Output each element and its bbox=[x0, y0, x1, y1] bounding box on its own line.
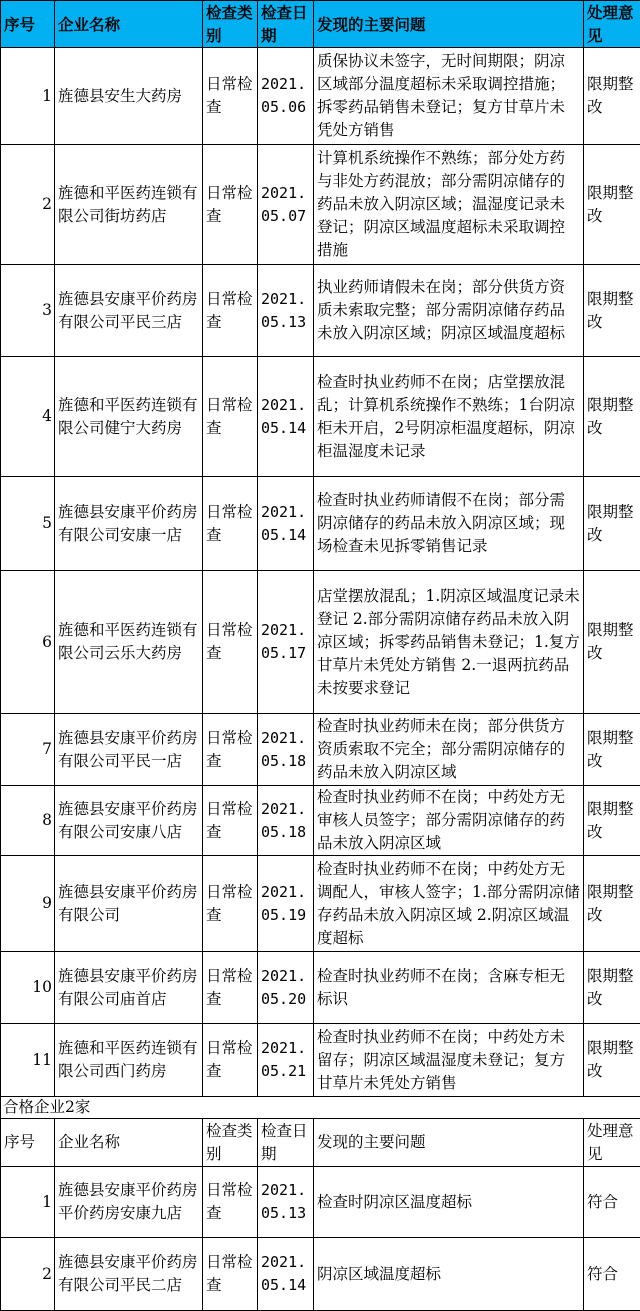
header-seq: 序号 bbox=[1, 1, 55, 48]
cell-action: 符合 bbox=[584, 1167, 640, 1238]
cell-issues: 阴凉区域温度超标 bbox=[314, 1238, 584, 1311]
cell-issues: 质保协议未签字，无时间期限；阴凉区域部分温度超标未采取调控措施；拆零药品销售未登记；复方甘草片未凭处方销售 bbox=[314, 48, 584, 145]
cell-seq: 1 bbox=[1, 1167, 55, 1238]
qualified-enterprises-table bbox=[0, 1118, 640, 1311]
cell-date: 2021.05.14 bbox=[258, 1238, 314, 1311]
cell-company: 旌德县安康平价药房有限公司平民一店 bbox=[55, 714, 203, 786]
cell-date: 2021.05.07 bbox=[258, 145, 314, 265]
header-date: 检查日期 bbox=[258, 1, 314, 48]
table-row bbox=[1, 265, 640, 357]
cell-type: 日常检查 bbox=[203, 1238, 258, 1311]
table-row bbox=[1, 1024, 640, 1097]
table-row bbox=[1, 714, 640, 786]
qualified-count-note: 合格企业2家 bbox=[0, 1097, 640, 1118]
cell-type: 日常检查 bbox=[203, 1167, 258, 1238]
table-header-row bbox=[1, 1, 640, 48]
cell-type: 日常检查 bbox=[203, 786, 258, 856]
table-row bbox=[1, 856, 640, 952]
cell-date: 2021.05.13 bbox=[258, 265, 314, 357]
cell-company: 旌德和平医药连锁有限公司云乐大药房 bbox=[55, 571, 203, 714]
cell-issues: 检查时执业药师不在岗；中药处方未留存；阴凉区域温湿度未登记；复方甘草片未凭处方销售 bbox=[314, 1024, 584, 1097]
cell-action: 限期整改 bbox=[584, 714, 640, 786]
cell-issues: 检查时执业药师不在岗；中药处方无审核人员签字；部分需阴凉储存的药品未放入阴凉区域 bbox=[314, 786, 584, 856]
cell-type: 日常检查 bbox=[203, 571, 258, 714]
cell-seq: 2 bbox=[1, 145, 55, 265]
cell-issues: 检查时执业药师不在岗；中药处方无调配人，审核人签字；1.部分需阴凉储存药品未放入阴凉区域 2.阴凉区域温度超标 bbox=[314, 856, 584, 952]
cell-action: 限期整改 bbox=[584, 571, 640, 714]
header-date: 检查日期 bbox=[258, 1119, 314, 1167]
table-row bbox=[1, 357, 640, 477]
cell-company: 旌德县安康平价药房有限公司平民三店 bbox=[55, 265, 203, 357]
header-issues: 发现的主要问题 bbox=[314, 1119, 584, 1167]
cell-issues: 计算机系统操作不熟练；部分处方药与非处方药混放；部分需阴凉储存的药品未放入阴凉区域；温湿度记录未登记；阴凉区域温度超标未采取调控措施 bbox=[314, 145, 584, 265]
header-type: 检查类别 bbox=[203, 1, 258, 48]
cell-company: 旌德县安生大药房 bbox=[55, 48, 203, 145]
cell-date: 2021.05.13 bbox=[258, 1167, 314, 1238]
cell-company: 旌德县安康平价药房有限公司安康一店 bbox=[55, 477, 203, 571]
cell-seq: 4 bbox=[1, 357, 55, 477]
header-action: 处理意见 bbox=[584, 1, 640, 48]
cell-action: 符合 bbox=[584, 1238, 640, 1311]
cell-seq: 5 bbox=[1, 477, 55, 571]
cell-company: 旌德和平医药连锁有限公司西门药房 bbox=[55, 1024, 203, 1097]
cell-seq: 9 bbox=[1, 856, 55, 952]
cell-date: 2021.05.18 bbox=[258, 786, 314, 856]
cell-type: 日常检查 bbox=[203, 48, 258, 145]
cell-action: 限期整改 bbox=[584, 265, 640, 357]
cell-company: 旌德县安康平价药房有限公司庙首店 bbox=[55, 952, 203, 1024]
cell-company: 旌德县安康平价药房有限公司平民二店 bbox=[55, 1238, 203, 1311]
cell-action: 限期整改 bbox=[584, 145, 640, 265]
cell-action: 限期整改 bbox=[584, 856, 640, 952]
header-company: 企业名称 bbox=[55, 1119, 203, 1167]
cell-issues: 店堂摆放混乱；1.阴凉区域温度记录未登记 2.部分需阴凉储存药品未放入阴凉区域；拆零药品销售未登记；1.复方甘草片未凭处方销售 2.一退两抗药品未按要求登记 bbox=[314, 571, 584, 714]
cell-action: 限期整改 bbox=[584, 48, 640, 145]
cell-type: 日常检查 bbox=[203, 357, 258, 477]
cell-type: 日常检查 bbox=[203, 265, 258, 357]
table-row bbox=[1, 145, 640, 265]
cell-seq: 10 bbox=[1, 952, 55, 1024]
cell-date: 2021.05.21 bbox=[258, 1024, 314, 1097]
cell-company: 旌德县安康平价药房有限公司安康八店 bbox=[55, 786, 203, 856]
cell-issues: 检查时执业药师未在岗；部分供货方资质索取不完全；部分需阴凉储存的药品未放入阴凉区域 bbox=[314, 714, 584, 786]
cell-type: 日常检查 bbox=[203, 952, 258, 1024]
cell-seq: 2 bbox=[1, 1238, 55, 1311]
cell-action: 限期整改 bbox=[584, 952, 640, 1024]
cell-seq: 8 bbox=[1, 786, 55, 856]
header-action: 处理意见 bbox=[584, 1119, 640, 1167]
cell-seq: 11 bbox=[1, 1024, 55, 1097]
cell-type: 日常检查 bbox=[203, 714, 258, 786]
cell-issues: 检查时阴凉区温度超标 bbox=[314, 1167, 584, 1238]
header-seq: 序号 bbox=[1, 1119, 55, 1167]
table-row bbox=[1, 571, 640, 714]
cell-company: 旌德县安康平价药房有限公司 bbox=[55, 856, 203, 952]
header-company: 企业名称 bbox=[55, 1, 203, 48]
cell-seq: 6 bbox=[1, 571, 55, 714]
table-row bbox=[1, 48, 640, 145]
cell-company: 旌德和平医药连锁有限公司健宁大药房 bbox=[55, 357, 203, 477]
cell-issues: 执业药师请假未在岗；部分供货方资质未索取完整；部分需阴凉储存药品未放入阴凉区域；阴凉区域温度超标 bbox=[314, 265, 584, 357]
header-issues: 发现的主要问题 bbox=[314, 1, 584, 48]
cell-date: 2021.05.14 bbox=[258, 357, 314, 477]
cell-action: 限期整改 bbox=[584, 357, 640, 477]
cell-seq: 3 bbox=[1, 265, 55, 357]
cell-seq: 1 bbox=[1, 48, 55, 145]
cell-company: 旌德县安康平价药房平价药房安康九店 bbox=[55, 1167, 203, 1238]
cell-type: 日常检查 bbox=[203, 145, 258, 265]
cell-action: 限期整改 bbox=[584, 477, 640, 571]
table-row bbox=[1, 1238, 640, 1311]
cell-issues: 检查时执业药师不在岗；店堂摆放混乱；计算机系统操作不熟练；1台阴凉柜未开启，2号阴凉柜温度超标，阴凉柜温湿度未记录 bbox=[314, 357, 584, 477]
cell-issues: 检查时执业药师不在岗；含麻专柜无标识 bbox=[314, 952, 584, 1024]
cell-type: 日常检查 bbox=[203, 477, 258, 571]
cell-date: 2021.05.17 bbox=[258, 571, 314, 714]
cell-date: 2021.05.06 bbox=[258, 48, 314, 145]
table-header-row bbox=[1, 1119, 640, 1167]
cell-date: 2021.05.18 bbox=[258, 714, 314, 786]
table-row bbox=[1, 477, 640, 571]
cell-action: 限期整改 bbox=[584, 1024, 640, 1097]
table-row bbox=[1, 952, 640, 1024]
cell-date: 2021.05.14 bbox=[258, 477, 314, 571]
cell-company: 旌德和平医药连锁有限公司街坊药店 bbox=[55, 145, 203, 265]
cell-date: 2021.05.19 bbox=[258, 856, 314, 952]
cell-type: 日常检查 bbox=[203, 856, 258, 952]
header-type: 检查类别 bbox=[203, 1119, 258, 1167]
cell-issues: 检查时执业药师请假不在岗；部分需阴凉储存的药品未放入阴凉区域；现场检查未见拆零销售记录 bbox=[314, 477, 584, 571]
cell-date: 2021.05.20 bbox=[258, 952, 314, 1024]
table-row bbox=[1, 1167, 640, 1238]
cell-seq: 7 bbox=[1, 714, 55, 786]
cell-action: 限期整改 bbox=[584, 786, 640, 856]
cell-type: 日常检查 bbox=[203, 1024, 258, 1097]
table-row bbox=[1, 786, 640, 856]
